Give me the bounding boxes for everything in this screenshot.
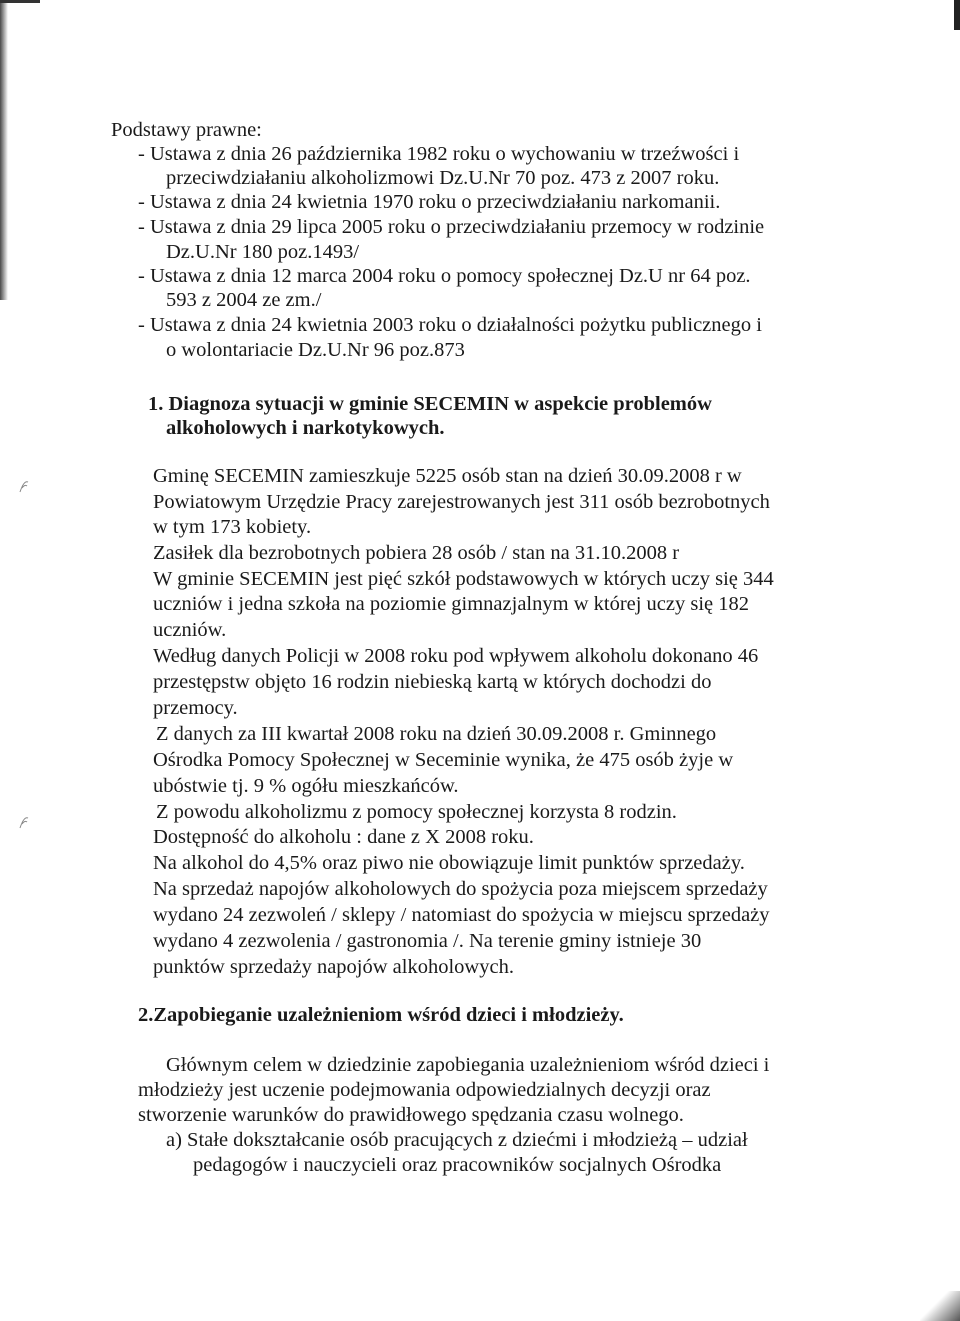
section-2-list-item: pedagogów i nauczycieli oraz pracowników socjalnych Ośrodka	[193, 1154, 722, 1176]
section-1-text: ubóstwie tj. 9 % ogółu mieszkańców.	[153, 775, 459, 797]
punch-mark-icon	[18, 814, 30, 832]
section-1-text: wydano 4 zezwolenia / gastronomia /. Na terenie gminy istnieje 30	[153, 930, 702, 952]
section-1-heading: 1. Diagnoza sytuacji w gminie SECEMIN w aspekcie problemów	[148, 393, 712, 415]
section-1-text: Z powodu alkoholizmu z pomocy społecznej korzysta 8 rodzin.	[156, 801, 677, 823]
section-1-text: W gminie SECEMIN jest pięć szkół podstawowych w których uczy się 344	[153, 568, 774, 590]
section-1-text: wydano 24 zezwoleń / sklepy / natomiast do spożycia w miejscu sprzedaży	[153, 904, 770, 926]
section-2-text: stworzenie warunków do prawidłowego spędzania czasu wolnego.	[138, 1104, 684, 1126]
scan-edge-top	[0, 0, 40, 3]
section-1-text: przemocy.	[153, 697, 238, 719]
scan-shadow-left	[0, 0, 8, 300]
section-1-text: Powiatowym Urzędzie Pracy zarejestrowanych jest 311 osób bezrobotnych	[153, 491, 770, 513]
section-1-text: Ośrodka Pomocy Społecznej w Seceminie wynika, że 475 osób żyje w	[153, 749, 734, 771]
section-1-text: Gminę SECEMIN zamieszkuje 5225 osób stan na dzień 30.09.2008 r w	[153, 465, 742, 487]
legal-line: - Ustawa z dnia 26 października 1982 roku o wychowaniu w trzeźwości i	[138, 143, 740, 165]
section-1-text: przestępstw objęto 16 rodzin niebieską kartą w których dochodzi do	[153, 671, 712, 693]
legal-line: - Ustawa z dnia 12 marca 2004 roku o pomocy społecznej Dz.U nr 64 poz.	[138, 265, 751, 287]
legal-line: przeciwdziałaniu alkoholizmowi Dz.U.Nr 70 poz. 473 z 2007 roku.	[166, 167, 720, 189]
legal-line: - Ustawa z dnia 29 lipca 2005 roku o przeciwdziałaniu przemocy w rodzinie	[138, 216, 765, 238]
legal-line: - Ustawa z dnia 24 kwietnia 1970 roku o przeciwdziałaniu narkomanii.	[138, 191, 721, 213]
section-2-text: młodzieży jest uczenie podejmowania odpowiedzialnych decyzji oraz	[138, 1079, 711, 1101]
section-1-text: punktów sprzedaży napojów alkoholowych.	[153, 956, 514, 978]
legal-line: 593 z 2004 ze zm./	[166, 289, 322, 311]
section-2-text: Głównym celem w dziedzinie zapobiegania uzależnieniom wśród dzieci i	[166, 1054, 770, 1076]
section-2-list-item: a) Stałe dokształcanie osób pracujących z dziećmi i młodzieżą – udział	[166, 1129, 748, 1151]
scan-edge-right	[954, 0, 960, 30]
legal-heading: Podstawy prawne:	[111, 119, 262, 141]
legal-line: o wolontariacie Dz.U.Nr 96 poz.873	[166, 339, 465, 361]
section-2-heading: 2.Zapobieganie uzależnieniom wśród dzieci i młodzieży.	[138, 1004, 624, 1026]
section-1-text: uczniów i jedna szkoła na poziomie gimnazjalnym w której uczy się 182	[153, 593, 750, 615]
scan-edge-corner	[920, 1291, 960, 1321]
section-1-text: uczniów.	[153, 619, 227, 641]
section-1-text: Z danych za III kwartał 2008 roku na dzień 30.09.2008 r. Gminnego	[156, 723, 717, 745]
section-1-text: Na sprzedaż napojów alkoholowych do spożycia poza miejscem sprzedaży	[153, 878, 768, 900]
section-1-text: Dostępność do alkoholu : dane z X 2008 roku.	[153, 826, 534, 848]
section-1-text: w tym 173 kobiety.	[153, 516, 312, 538]
legal-line: - Ustawa z dnia 24 kwietnia 2003 roku o działalności pożytku publicznego i	[138, 314, 762, 336]
section-1-text: Według danych Policji w 2008 roku pod wpływem alkoholu dokonano 46	[153, 645, 759, 667]
legal-line: Dz.U.Nr 180 poz.1493/	[166, 241, 360, 263]
section-1-text: Zasiłek dla bezrobotnych pobiera 28 osób / stan na 31.10.2008 r	[153, 542, 680, 564]
section-1-text: Na alkohol do 4,5% oraz piwo nie obowiązuje limit punktów sprzedaży.	[153, 852, 745, 874]
punch-mark-icon	[18, 478, 30, 496]
section-1-heading: alkoholowych i narkotykowych.	[166, 417, 445, 439]
